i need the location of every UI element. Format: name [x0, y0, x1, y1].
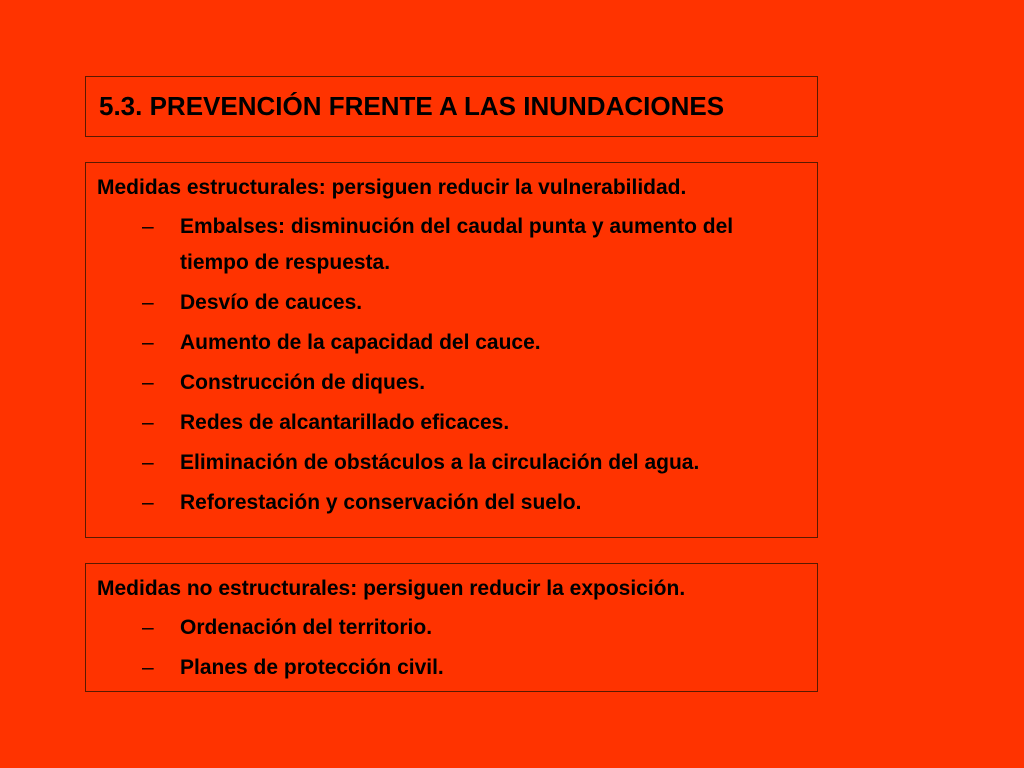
structural-measures-heading: Medidas estructurales: persiguen reducir la vulnerabilidad.: [97, 176, 687, 199]
dash-bullet: –: [142, 331, 154, 354]
list-item-text: Embalses: disminución del caudal punta y aumento del tiempo de respuesta.: [180, 215, 734, 274]
list-item-text: Reforestación y conservación del suelo.: [180, 491, 582, 514]
dash-bullet: –: [142, 371, 154, 394]
nonstructural-measures-heading: Medidas no estructurales: persiguen reducir la exposición.: [97, 577, 686, 600]
list-item: [97, 405, 807, 441]
list-item-text: Construcción de diques.: [180, 371, 426, 394]
list-item: [97, 285, 807, 321]
list-item: [97, 650, 807, 686]
list-item: [97, 610, 807, 646]
dash-bullet: –: [142, 411, 154, 434]
list-item-text: Desvío de cauces.: [180, 291, 363, 314]
title-box: [85, 76, 818, 137]
nonstructural-measures-box: [85, 563, 818, 692]
dash-bullet: –: [142, 215, 154, 238]
list-item-text: Eliminación de obstáculos a la circulación del agua.: [180, 451, 700, 474]
list-item: [97, 365, 807, 401]
list-item: [97, 325, 807, 361]
nonstructural-measures-list: [97, 610, 807, 686]
list-item-text: Aumento de la capacidad del cauce.: [180, 331, 541, 354]
list-item-text: Redes de alcantarillado eficaces.: [180, 411, 510, 434]
dash-bullet: –: [142, 616, 154, 639]
dash-bullet: –: [142, 291, 154, 314]
list-item-text: Planes de protección civil.: [180, 656, 444, 679]
dash-bullet: –: [142, 656, 154, 679]
list-item-text: Ordenación del territorio.: [180, 616, 433, 639]
structural-measures-list: [97, 209, 807, 521]
list-item: [97, 485, 807, 521]
dash-bullet: –: [142, 491, 154, 514]
slide-title: 5.3. PREVENCIÓN FRENTE A LAS INUNDACIONES: [99, 91, 725, 121]
list-item: [97, 445, 807, 481]
structural-measures-box: [85, 162, 818, 538]
dash-bullet: –: [142, 451, 154, 474]
list-item: [97, 209, 807, 281]
